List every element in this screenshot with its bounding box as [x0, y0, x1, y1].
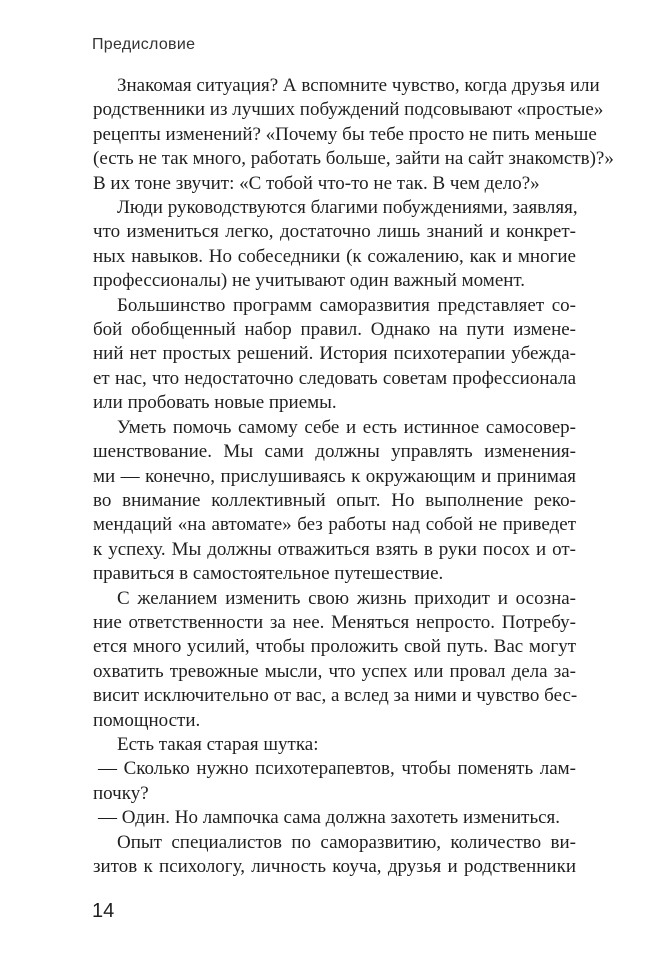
text-line: — Один. Но лампочка сама должна захотеть измениться. — [98, 807, 561, 829]
text-line: правиться в самостоятельное путешествие. — [93, 563, 444, 585]
text-line: во внимание коллективный опыт. Но выполнение реко- — [93, 489, 576, 511]
text-line: висит исключительно от вас, а вслед за ними и чувство бес- — [93, 685, 578, 707]
text-line: Большинство программ саморазвития представляет со- — [117, 294, 576, 316]
body-text — [93, 74, 614, 879]
text-line: или пробовать новые приемы. — [93, 392, 337, 414]
text-line: Люди руководствуются благими побуждениями, заявляя, — [117, 197, 578, 219]
paragraph-7 — [93, 831, 576, 880]
text-line: ных навыков. Но собеседники (к сожалению, как и многие — [93, 245, 576, 267]
text-line: почку? — [93, 782, 149, 804]
paragraph-1 — [93, 74, 614, 196]
text-line: Уметь помочь самому себе и есть истинное самосовер- — [117, 416, 576, 438]
dialogue-line-1 — [93, 757, 576, 806]
running-head-title: Предисловие — [92, 36, 196, 53]
text-line: В их тоне звучит: «С тобой что-то не так. В чем дело?» — [93, 172, 540, 194]
text-line: — Сколько нужно психотерапевтов, чтобы поменять лам- — [98, 758, 576, 780]
text-line: ми — конечно, прислушиваясь к окружающим и принимая — [93, 465, 576, 487]
text-line: зитов к психологу, личность коуча, друзья и родственники — [93, 856, 576, 877]
text-line: ний нет простых решений. История психотерапии убежда- — [93, 343, 576, 365]
text-line: ется много усилий, чтобы проложить свой путь. Вас могут — [93, 636, 576, 658]
dialogue-line-2 — [93, 806, 576, 830]
text-line: Знакомая ситуация? А вспомните чувство, когда друзья или — [117, 75, 600, 96]
text-line: шенствование. Мы сами должны управлять изменения- — [93, 441, 576, 463]
paragraph-6 — [93, 733, 576, 757]
text-line: бой обобщенный набор правил. Однако на пути измене- — [93, 319, 576, 341]
text-line: помощности. — [93, 709, 201, 731]
paragraph-5 — [93, 587, 576, 733]
paragraph-4 — [93, 416, 576, 587]
text-line: Есть такая старая шутка: — [117, 733, 319, 755]
paragraph-2 — [93, 196, 576, 294]
text-line: рецепты изменений? «Почему бы тебе просто не пить меньше — [93, 123, 597, 145]
text-line: ние ответственности за нее. Меняться непросто. Потребу- — [93, 611, 576, 633]
text-line: к успеху. Мы должны отважиться взять в руки посох и от- — [93, 538, 576, 560]
text-line: что измениться легко, достаточно лишь знаний и конкрет- — [93, 221, 576, 243]
text-line: (есть не так много, работать больше, зайти на сайт знакомств)?» — [93, 148, 614, 170]
page-number: 14 — [92, 900, 115, 922]
text-line: ет нас, что недостаточно следовать советам профессионала — [93, 367, 576, 389]
text-line: родственники из лучших побуждений подсовывают «простые» — [93, 99, 604, 121]
text-line: С желанием изменить свою жизнь приходит и осозна- — [117, 587, 576, 609]
text-line: мендаций «на автомате» без работы над собой не приведет — [93, 514, 576, 536]
text-line: профессионалы) не учитывают один важный момент. — [93, 270, 526, 292]
paragraph-3 — [93, 294, 576, 416]
text-line: Опыт специалистов по саморазвитию, количество ви- — [117, 831, 576, 853]
text-line: охватить тревожные мысли, что успех или провал дела за- — [93, 660, 576, 682]
